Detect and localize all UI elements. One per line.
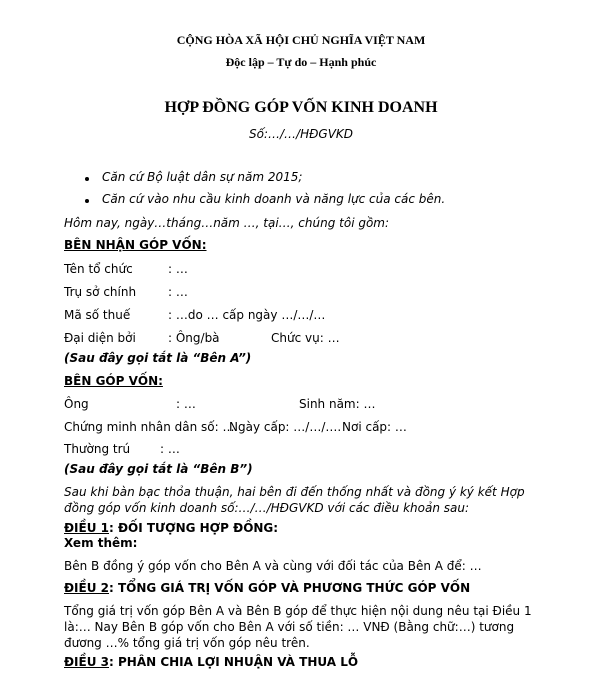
- head-office-label: Trụ sở chính: [64, 285, 137, 299]
- tax-code-label: Mã số thuế: [64, 308, 131, 322]
- bullet-icon: [85, 199, 89, 203]
- contract-number: Số:…/…/HĐGVKD: [248, 127, 354, 141]
- residence-label: Thường trú: [64, 442, 131, 456]
- motto: Độc lập – Tự do – Hạnh phúc: [225, 55, 377, 69]
- id-issue-place: Nơi cấp: …: [342, 420, 407, 434]
- article-1-heading: [64, 521, 278, 535]
- basis-item: Căn cứ Bộ luật dân sự năm 2015;: [102, 170, 303, 184]
- org-name-value: : …: [168, 262, 188, 276]
- party-a-alias: (Sau đây gọi tắt là “Bên A”): [64, 351, 252, 365]
- tax-code-value: : …do … cấp ngày …/…/…: [168, 308, 326, 322]
- basis-item: Căn cứ vào nhu cầu kinh doanh và năng lực của các bên.: [102, 192, 446, 206]
- article-2-heading: [64, 581, 470, 595]
- article-1-title: : ĐỐI TƯỢNG HỢP ĐỒNG:: [109, 521, 279, 535]
- country-heading: CỘNG HÒA XÃ HỘI CHỦ NGHĨA VIỆT NAM: [176, 33, 426, 47]
- agreement-paragraph: Sau khi bàn bạc thỏa thuận, hai bên đi đến thống nhất và đồng ý ký kết Hợp đồng góp vốn kinh doanh số:…/…/HĐGVKD với các điều khoản sau:: [64, 485, 525, 515]
- mr-label: Ông: [64, 397, 89, 411]
- article-2-text: Tổng giá trị vốn góp Bên A và Bên B góp để thực hiện nội dung nêu tại Điều 1 là:… Nay Bên B góp vốn cho Bên A với số tiền: … VNĐ (Bằng chữ:…) tương đương …% tổng giá trị vốn góp nêu trên.: [64, 604, 532, 650]
- bullet-icon: [85, 177, 89, 181]
- article-2-label: ĐIỀU 2: [64, 581, 109, 595]
- id-issue-date: Ngày cấp: …/…/….: [229, 420, 342, 434]
- intro-line: Hôm nay, ngày…tháng…năm …, tại…, chúng tôi gồm:: [64, 216, 390, 230]
- party-a-heading: BÊN NHẬN GÓP VỐN:: [64, 238, 207, 252]
- article-1-label: ĐIỀU 1: [64, 521, 109, 535]
- article-1-text: Bên B đồng ý góp vốn cho Bên A và cùng với đối tác của Bên A để: …: [64, 559, 482, 573]
- article-3-title: : PHÂN CHIA LỢI NHUẬN VÀ THUA LỖ: [109, 655, 359, 669]
- org-name-label: Tên tổ chức: [64, 262, 133, 276]
- see-more-link[interactable]: Xem thêm:: [64, 536, 138, 550]
- head-office-value: : …: [168, 285, 188, 299]
- birth-year-label: Sinh năm: …: [299, 397, 376, 411]
- position-label: Chức vụ: …: [271, 331, 340, 345]
- representative-label: Đại diện bởi: [64, 331, 136, 345]
- party-b-alias: (Sau đây gọi tắt là “Bên B”): [64, 462, 253, 476]
- contract-title: HỢP ĐỒNG GÓP VỐN KINH DOANH: [164, 99, 438, 116]
- article-3-label: ĐIỀU 3: [64, 655, 109, 669]
- article-2-title: : TỔNG GIÁ TRỊ VỐN GÓP VÀ PHƯƠNG THỨC GÓP VỐN: [109, 581, 471, 595]
- residence-value: : …: [160, 442, 180, 456]
- mr-value: : …: [176, 397, 196, 411]
- article-3-heading: [64, 655, 358, 669]
- party-b-heading: BÊN GÓP VỐN:: [64, 374, 163, 388]
- representative-value: : Ông/bà: [168, 331, 220, 345]
- id-number-label: Chứng minh nhân dân số: …: [64, 420, 235, 434]
